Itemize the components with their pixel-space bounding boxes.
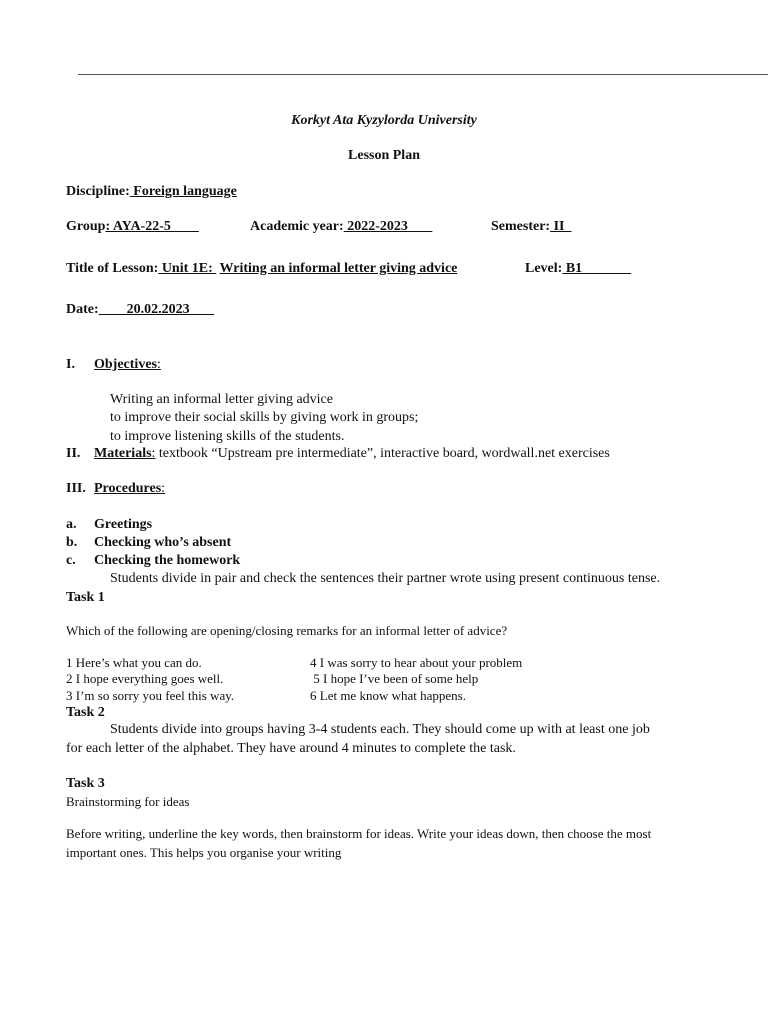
materials-heading: Materials [94,446,152,461]
academic-year-field [250,219,432,235]
objective-item: to improve their social skills by giving work in groups; [110,410,419,425]
task1-title: Task 1 [66,590,105,605]
task1-option: 5 I hope I’ve been of some help [310,671,479,686]
date-value: 20.02.2023 [98,302,215,317]
discipline-label: Discipline: [66,184,130,199]
lesson-unit: Unit 1E: [158,261,217,276]
step-homework: Checking the homework [94,553,241,568]
task3-subtitle: Brainstorming for ideas [66,794,190,809]
lesson-title-field [66,261,457,277]
task1-option: 1 Here’s what you can do. [66,655,202,670]
university-name: Korkyt Ata Kyzylorda University [291,113,477,128]
semester-label: Semester: [491,219,551,234]
materials-text: textbook “Upstream pre intermediate”, interactive board, wordwall.net exercises [155,446,610,461]
step-greetings: Greetings [94,517,153,532]
task1-question: Which of the following are opening/closing remarks for an informal letter of advice? [66,623,508,638]
academic-year-value: 2022-2023 [343,219,433,234]
task2-title: Task 2 [66,705,105,720]
level-label: Level: [525,261,563,276]
group-value: : AYA-22-5 [105,219,199,234]
objectives-heading: Objectives: [94,357,161,372]
task1-option: 4 I was sorry to hear about your problem [310,655,523,670]
task1-option: 3 I’m so sorry you feel this way. [66,688,235,703]
level-field [525,261,631,277]
task3-text-line: Before writing, underline the key words, then brainstorm for ideas. Write your ideas down, then choose the most [66,826,652,841]
homework-description: Students divide in pair and check the sentences their partner wrote using present continuous tense. [110,571,661,586]
group-label: Group [66,219,106,234]
task2-text-line: for each letter of the alphabet. They have around 4 minutes to complete the task. [66,741,516,756]
header-rule [78,74,768,75]
group-field [66,219,199,235]
date-field [66,302,214,318]
discipline-value: Foreign language [129,184,237,199]
academic-year-label: Academic year: [250,219,344,234]
objective-item: Writing an informal letter giving advice [110,392,333,407]
semester-field [491,219,571,235]
procedures-heading: Procedures: [94,481,166,496]
procedures-number: III. [66,481,86,496]
lesson-title-label: Title of Lesson: [66,261,159,276]
task1-option: 2 I hope everything goes well. [66,671,224,686]
semester-value: II [550,219,572,234]
step-letter: b. [66,535,78,550]
task1-option: 6 Let me know what happens. [310,688,466,703]
step-absent: Checking who’s absent [94,535,232,550]
objective-item: to improve listening skills of the students. [110,429,345,444]
task3-text-line: important ones. This helps you organise your writing [66,845,342,860]
step-letter: a. [66,517,77,532]
materials-number: II. [66,446,81,461]
step-letter: c. [66,553,76,568]
lesson-title-value: Writing an informal letter giving advice [219,261,458,276]
date-label: Date: [66,302,99,317]
materials-row: Materials: textbook “Upstream pre intermediate”, interactive board, wordwall.net exercises [94,446,610,461]
document-title: Lesson Plan [348,148,420,163]
discipline-row [66,184,237,200]
level-value: B1 [562,261,632,276]
objectives-number: I. [66,357,75,372]
task3-title: Task 3 [66,776,105,791]
task2-text-line: Students divide into groups having 3-4 students each. They should come up with at least one job [110,722,650,737]
